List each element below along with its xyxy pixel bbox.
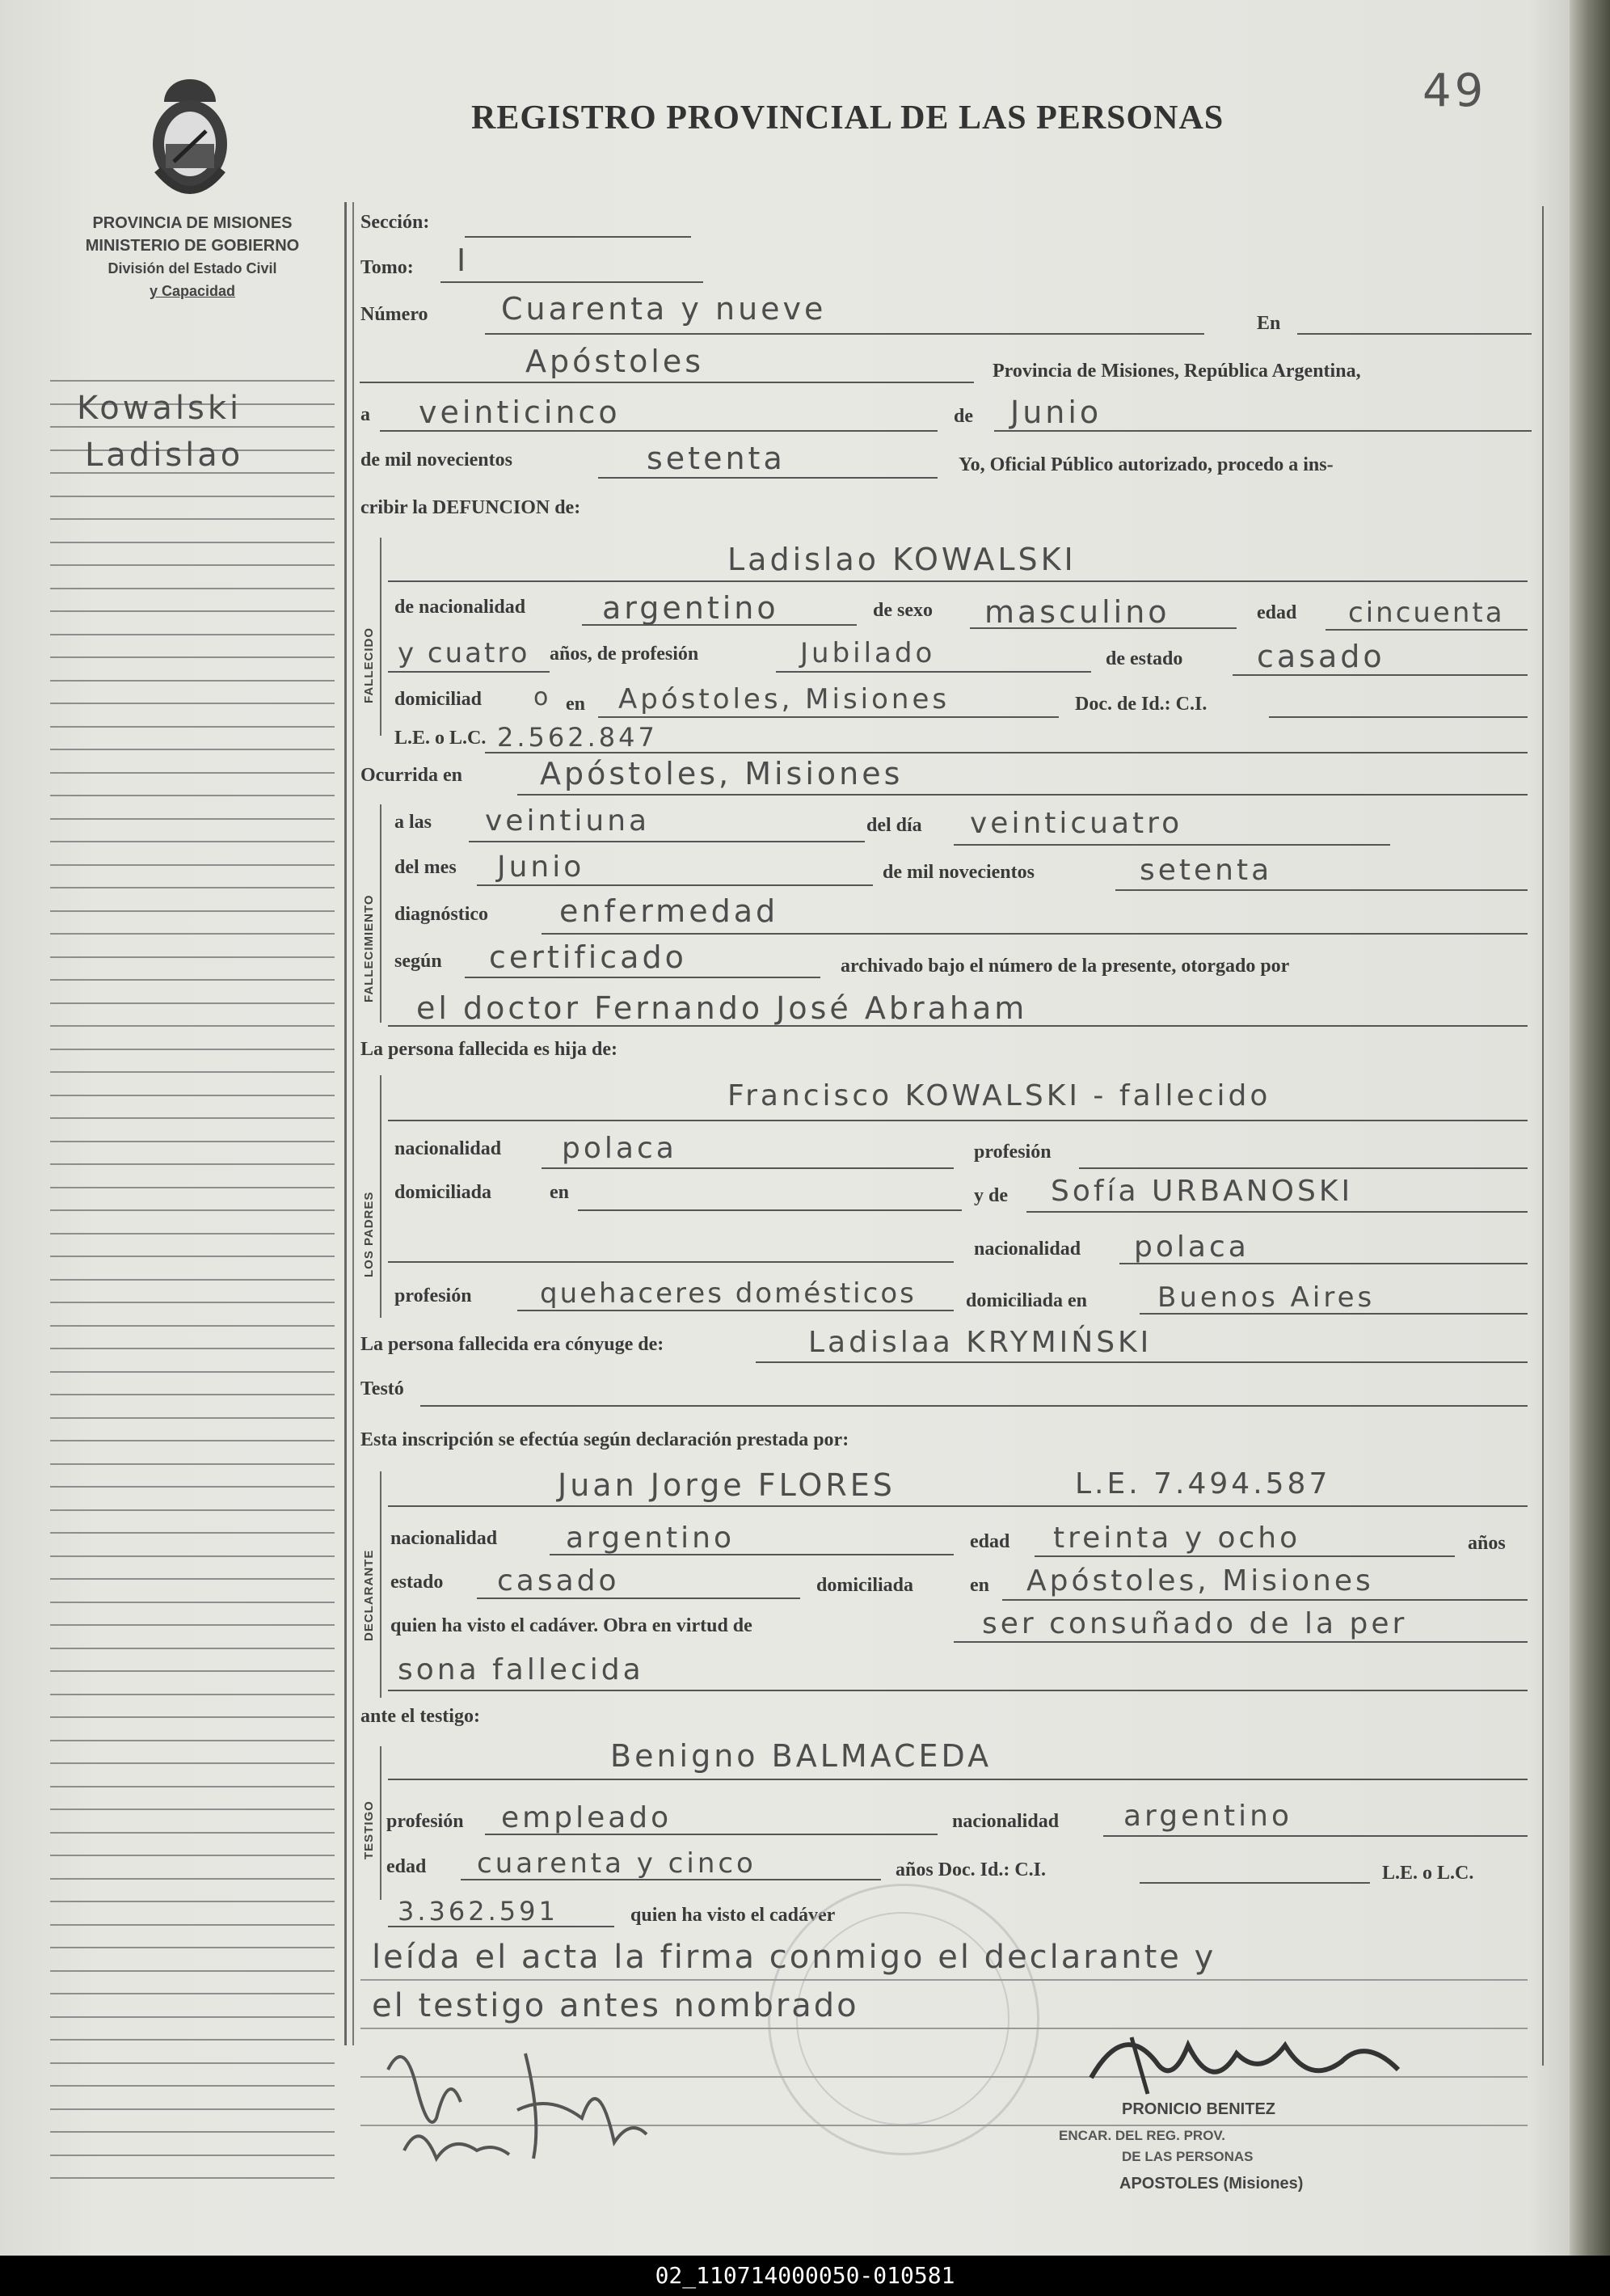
declarant-estado-line: [477, 1597, 800, 1599]
margin-ruled-line: [50, 772, 335, 774]
official-title-1: ENCAR. DEL REG. PROV.: [1059, 2128, 1225, 2143]
dia-label: del día: [866, 815, 922, 836]
margin-ruled-line: [50, 1648, 335, 1649]
witness-le-line: [388, 1926, 614, 1927]
declarant-nacionalidad-label: nacionalidad: [390, 1528, 498, 1549]
padres-bracket: [380, 1075, 381, 1318]
diagnostico-value: enfermedad: [559, 893, 779, 929]
numero-value: Cuarenta y nueve: [501, 291, 827, 327]
form-right-border: [1542, 206, 1544, 2066]
anio-label: de mil novecientos: [883, 862, 1035, 883]
declarant-doc: L.E. 7.494.587: [1075, 1467, 1331, 1500]
margin-ruled-line: [50, 1947, 335, 1948]
margin-ruled-line: [50, 1302, 335, 1303]
en-line: [1297, 333, 1532, 335]
mother-nacionalidad-value: polaca: [1134, 1230, 1250, 1264]
le-label: L.E. o L.C.: [394, 728, 487, 749]
deceased-name: Ladislao KOWALSKI: [727, 542, 1077, 577]
anio-label: de mil novecientos: [360, 449, 512, 471]
witness-name-line: [388, 1779, 1528, 1780]
closing-line-1: leída el acta la firma conmigo el declarante y: [372, 1939, 1216, 1976]
sexo-line: [970, 627, 1237, 629]
father-profesion-line: [1079, 1167, 1528, 1169]
witness-edad-value: cuarenta y cinco: [477, 1847, 757, 1880]
margin-ruled-line: [50, 1371, 335, 1373]
margin-ruled-line: [50, 1809, 335, 1810]
edad-value-2: y cuatro: [398, 637, 530, 669]
margin-ruled-line: [50, 2016, 335, 2018]
de-label: de: [954, 406, 973, 427]
declarant-virtud-value-2: sona fallecida: [398, 1653, 644, 1686]
mes-line: [477, 884, 873, 886]
margin-divider: [344, 202, 347, 2045]
mother-profesion-value: quehaceres domésticos: [540, 1277, 917, 1310]
margin-ruled-line: [50, 910, 335, 912]
testo-label: Testó: [360, 1378, 404, 1399]
margin-ruled-line: [50, 1394, 335, 1395]
fallecimiento-side-label: FALLECIMIENTO: [362, 894, 376, 1002]
margin-ruled-line: [50, 2131, 335, 2133]
declarant-estado-value: casado: [497, 1564, 620, 1597]
father-nacionalidad-line: [542, 1167, 954, 1169]
margin-ruled-line: [50, 380, 335, 382]
anio-line: [598, 477, 938, 479]
margin-ruled-line: [50, 1855, 335, 1856]
margin-ruled-line: [50, 1901, 335, 1902]
witness-nacionalidad-label: nacionalidad: [952, 1811, 1060, 1832]
father-nacionalidad-value: polaca: [562, 1132, 677, 1165]
father-en-label: en: [550, 1182, 569, 1203]
margin-ruled-line: [50, 818, 335, 820]
spouse-value: Ladislaa KRYMIŃSKI: [808, 1326, 1153, 1359]
mother-profesion-label: profesión: [394, 1285, 472, 1306]
margin-ruled-line: [50, 542, 335, 543]
numero-label: Número: [360, 304, 428, 325]
witness-le-value: 3.362.591: [398, 1896, 558, 1927]
hora-line: [469, 841, 865, 842]
doctor-line: [388, 1025, 1528, 1027]
mother-domicilio-value: Buenos Aires: [1157, 1281, 1376, 1314]
witness-edad-line: [461, 1879, 881, 1880]
margin-ruled-line: [50, 933, 335, 935]
witness-le-label: L.E. o L.C.: [1382, 1863, 1474, 1884]
lugar-value: Apóstoles: [525, 344, 705, 379]
edad-value-1: cincuenta: [1348, 597, 1505, 629]
dia-line: [380, 430, 938, 432]
margin-ruled-line: [50, 588, 335, 589]
segun-line: [465, 977, 820, 978]
fallecimiento-bracket: [380, 804, 381, 1023]
inscribir-text: cribir la DEFUNCION de:: [360, 497, 581, 518]
testigo-side-label: TESTIGO: [362, 1800, 376, 1859]
ministry-name: MINISTERIO DE GOBIERNO: [85, 237, 300, 255]
ocurrida-value: Apóstoles, Misiones: [540, 756, 904, 791]
margin-ruled-line: [50, 1762, 335, 1764]
dia-value: veinticinco: [419, 395, 621, 430]
margin-ruled-line: [50, 1071, 335, 1073]
mother-nacionalidad-label: nacionalidad: [974, 1239, 1081, 1260]
margin-ruled-line: [50, 1348, 335, 1349]
hora-label: a las: [394, 812, 432, 833]
domicilio-line: [598, 716, 1059, 718]
margin-ruled-line: [50, 726, 335, 728]
margin-ruled-line: [50, 1878, 335, 1880]
argentina-coat-of-arms-icon: [141, 73, 238, 202]
father-domicilio-line: [578, 1209, 962, 1211]
margin-ruled-line: [50, 1463, 335, 1465]
archivado-text: archivado bajo el número de la presente, otorgado por: [841, 956, 1290, 977]
profesion-value: Jubilado: [800, 637, 936, 669]
margin-ruled-line: [50, 2108, 335, 2110]
segun-value: certificado: [489, 939, 687, 975]
binding-edge: [1570, 0, 1610, 2256]
declarant-anios-label: años: [1468, 1533, 1506, 1554]
margin-ruled-line: [50, 1233, 335, 1235]
official-name: PRONICIO BENITEZ: [1122, 2100, 1276, 2118]
diagnostico-label: diagnóstico: [394, 904, 489, 925]
profesion-line: [776, 671, 1091, 673]
spouse-line: [756, 1361, 1528, 1363]
margin-ruled-line: [50, 1117, 335, 1119]
margin-ruled-line: [50, 1924, 335, 1926]
margin-ruled-line: [50, 887, 335, 888]
domiciliado-label: domiciliad: [394, 689, 483, 710]
margin-ruled-line: [50, 1209, 335, 1211]
declarant-estado-label: estado: [390, 1572, 444, 1593]
issuing-authority: [50, 212, 335, 302]
father-nacionalidad-label: nacionalidad: [394, 1138, 502, 1159]
declarant-name: Juan Jorge FLORES: [558, 1467, 896, 1503]
margin-ruled-line: [50, 1256, 335, 1257]
witness-nacionalidad-value: argentino: [1123, 1800, 1293, 1833]
margin-ruled-line: [50, 1509, 335, 1511]
margin-surname: Kowalski: [77, 390, 242, 427]
father-profesion-label: profesión: [974, 1142, 1052, 1163]
witness-doc-line: [1140, 1882, 1370, 1884]
official-signature: [1075, 2013, 1422, 2102]
margin-ruled-line: [50, 979, 335, 981]
margin-ruled-line: [50, 1716, 335, 1718]
nacionalidad-value: argentino: [602, 590, 779, 626]
tomo-value: I: [457, 243, 470, 278]
doc-line: [1269, 716, 1528, 718]
margin-ruled-line: [50, 610, 335, 612]
mother-domicilio-line: [1140, 1313, 1528, 1315]
dia-value: veinticuatro: [970, 807, 1183, 840]
margin-ruled-line: [50, 2085, 335, 2087]
mes-value: Junio: [1010, 395, 1102, 430]
page-title: REGISTRO PROVINCIAL DE LAS PERSONAS: [471, 99, 1224, 137]
declarant-intro: Esta inscripción se efectúa según declaración prestada por:: [360, 1429, 849, 1450]
mes-line: [994, 430, 1532, 432]
mes-value: Junio: [497, 850, 585, 884]
declarant-edad-line: [1035, 1555, 1455, 1557]
anio-value: setenta: [647, 441, 786, 476]
margin-ruled-line: [50, 1670, 335, 1672]
official-title-2: DE LAS PERSONAS: [1122, 2149, 1254, 2164]
margin-ruled-line: [50, 1602, 335, 1603]
y-de-label: y de: [974, 1185, 1008, 1206]
mother-extra-line: [388, 1261, 954, 1263]
declarante-bracket: [380, 1471, 381, 1698]
father-domiciliada-label: domiciliada: [394, 1182, 492, 1203]
mother-name-line: [1026, 1211, 1528, 1213]
sexo-label: de sexo: [873, 600, 933, 621]
margin-ruled-line: [50, 564, 335, 566]
official-place: APOSTOLES (Misiones): [1119, 2175, 1304, 2193]
ocurrida-label: Ocurrida en: [360, 765, 462, 786]
lugar-line: [360, 382, 974, 383]
declarant-virtud-line: [954, 1641, 1528, 1643]
margin-ruled-line: [50, 1532, 335, 1534]
provincia-text: Provincia de Misiones, República Argentina,: [993, 361, 1361, 382]
estado-line: [1233, 674, 1528, 676]
declarant-name-line: [388, 1505, 1528, 1507]
testo-line: [420, 1405, 1528, 1407]
numero-line: [485, 333, 1204, 335]
witness-profesion-value: empleado: [501, 1801, 672, 1834]
anio-line: [1115, 889, 1528, 891]
declarant-virtud-value-1: ser consuñado de la per: [982, 1607, 1408, 1640]
province-name: PROVINCIA DE MISIONES: [92, 214, 293, 232]
mother-domiciliada-label: domiciliada en: [966, 1290, 1088, 1311]
domicilio-en-label: en: [566, 694, 585, 715]
margin-ruled-line: [50, 1002, 335, 1004]
declarant-virtud-line-2: [388, 1690, 1528, 1691]
declarant-edad-label: edad: [970, 1531, 1010, 1552]
witness-quien-text: quien ha visto el cadáver: [630, 1905, 836, 1926]
margin-ruled-line: [50, 2062, 335, 2064]
margin-ruled-line: [50, 864, 335, 866]
margin-given-name: Ladislao: [85, 437, 244, 474]
margin-ruled-line: [50, 956, 335, 958]
witness-profesion-label: profesión: [386, 1811, 464, 1832]
spouse-label: La persona fallecida era cónyuge de:: [360, 1334, 664, 1355]
witness-nacionalidad-line: [1103, 1835, 1528, 1837]
margin-ruled-line: [50, 1786, 335, 1787]
estado-label: de estado: [1106, 648, 1183, 669]
closing-line-2: el testigo antes nombrado: [372, 1987, 859, 2024]
page-number: 49: [1422, 65, 1487, 117]
image-caption: 02_110714000050-010581: [0, 2256, 1610, 2296]
margin-ruled-line: [50, 1163, 335, 1165]
division-name-2: y Capacidad: [149, 283, 236, 299]
domicilio-value: Apóstoles, Misiones: [618, 683, 950, 715]
margin-ruled-line: [50, 1555, 335, 1557]
nacionalidad-line: [582, 624, 857, 626]
margin-ruled-line: [50, 1694, 335, 1695]
edad-2-line: [388, 671, 550, 673]
margin-ruled-line: [50, 1325, 335, 1327]
edad-label: edad: [1257, 602, 1297, 623]
hora-value: veintiuna: [485, 804, 651, 838]
declarant-quien-text: quien ha visto el cadáver. Obra en virtud de: [390, 1615, 752, 1636]
declarant-edad-value: treinta y ocho: [1053, 1522, 1301, 1555]
margin-ruled-line: [50, 1141, 335, 1142]
diagnostico-line: [542, 933, 1528, 935]
margin-ruled-line: [50, 634, 335, 635]
margin-ruled-line: [50, 1095, 335, 1096]
testigo-bracket: [380, 1746, 381, 1900]
margin-ruled-line: [50, 1049, 335, 1050]
witness-profesion-line: [485, 1834, 938, 1835]
margin-ruled-line: [50, 496, 335, 497]
dia-line: [954, 844, 1390, 846]
nacionalidad-label: de nacionalidad: [394, 597, 526, 618]
margin-ruled-line: [50, 1025, 335, 1027]
en-label: En: [1257, 313, 1281, 334]
margin-divider-2: [352, 202, 354, 2045]
deceased-name-line: [388, 580, 1528, 582]
declarant-domiciliada-label: domiciliada: [816, 1575, 914, 1596]
mother-profesion-line: [517, 1310, 954, 1311]
doctor-value: el doctor Fernando José Abraham: [416, 990, 1028, 1026]
margin-ruled-line: [50, 749, 335, 750]
mother-name: Sofía URBANOSKI: [1051, 1175, 1354, 1208]
declarante-side-label: DECLARANTE: [362, 1549, 376, 1641]
margin-ruled-line: [50, 1970, 335, 1972]
father-line: [388, 1120, 1528, 1121]
witness-anios-doc-label: años Doc. Id.: C.I.: [896, 1859, 1047, 1880]
parents-intro: La persona fallecida es hija de:: [360, 1039, 617, 1060]
fallecido-bracket: [380, 538, 381, 736]
tomo-line: [440, 281, 703, 283]
margin-ruled-line: [50, 1624, 335, 1626]
a-label: a: [360, 404, 370, 425]
edad-line: [1326, 629, 1528, 631]
margin-ruled-line: [50, 841, 335, 842]
declarant-domicilio-line: [1002, 1599, 1528, 1601]
seccion-label: Sección:: [360, 212, 430, 233]
le-line: [485, 752, 1528, 753]
anio-value: setenta: [1140, 854, 1273, 887]
margin-ruled-line: [50, 1486, 335, 1488]
margin-ruled-line: [50, 2155, 335, 2156]
declarant-nacionalidad-value: argentino: [566, 1522, 735, 1555]
margin-ruled-line: [50, 1440, 335, 1441]
margin-ruled-line: [50, 2039, 335, 2041]
margin-ruled-line: [50, 1578, 335, 1580]
ocurrida-line: [517, 794, 1528, 796]
fallecido-side-label: FALLECIDO: [362, 627, 376, 703]
padres-side-label: LOS PADRES: [362, 1191, 376, 1277]
margin-ruled-line: [50, 680, 335, 682]
le-value: 2.562.847: [497, 722, 658, 753]
closing-line-1-rule: [360, 1979, 1528, 1981]
declarant-witness-signatures: [372, 2021, 711, 2183]
oficial-text: Yo, Oficial Público autorizado, procedo a ins-: [959, 454, 1334, 475]
margin-ruled-line: [50, 656, 335, 658]
division-name: División del Estado Civil: [107, 260, 277, 276]
estado-value: casado: [1257, 639, 1385, 674]
margin-ruled-line: [50, 1832, 335, 1834]
margin-ruled-line: [50, 1417, 335, 1419]
margin-ruled-line: [50, 518, 335, 520]
segun-label: según: [394, 951, 442, 972]
sexo-value: masculino: [984, 594, 1170, 630]
witness-name: Benigno BALMACEDA: [610, 1738, 993, 1774]
seccion-line: [465, 236, 691, 238]
margin-ruled-line: [50, 703, 335, 704]
margin-ruled-line: [50, 1993, 335, 1994]
father-name: Francisco KOWALSKI - fallecido: [727, 1079, 1271, 1112]
domiciliado-suffix: o: [533, 683, 552, 711]
witness-edad-label: edad: [386, 1856, 427, 1877]
margin-ruled-line: [50, 1279, 335, 1281]
tomo-label: Tomo:: [360, 257, 414, 278]
anios-profesion-label: años, de profesión: [550, 644, 699, 665]
margin-ruled-line: [50, 795, 335, 796]
doc-label: Doc. de Id.: C.I.: [1075, 694, 1208, 715]
declarant-domicilio-value: Apóstoles, Misiones: [1026, 1564, 1374, 1597]
ante-label: ante el testigo:: [360, 1706, 480, 1727]
margin-ruled-line: [50, 1740, 335, 1741]
margin-ruled-line: [50, 2177, 335, 2179]
declarant-nacionalidad-line: [550, 1554, 954, 1555]
mother-nacionalidad-line: [1119, 1263, 1528, 1264]
margin-ruled-line: [50, 1187, 335, 1188]
mes-label: del mes: [394, 857, 457, 878]
declarant-en-label: en: [970, 1575, 989, 1596]
